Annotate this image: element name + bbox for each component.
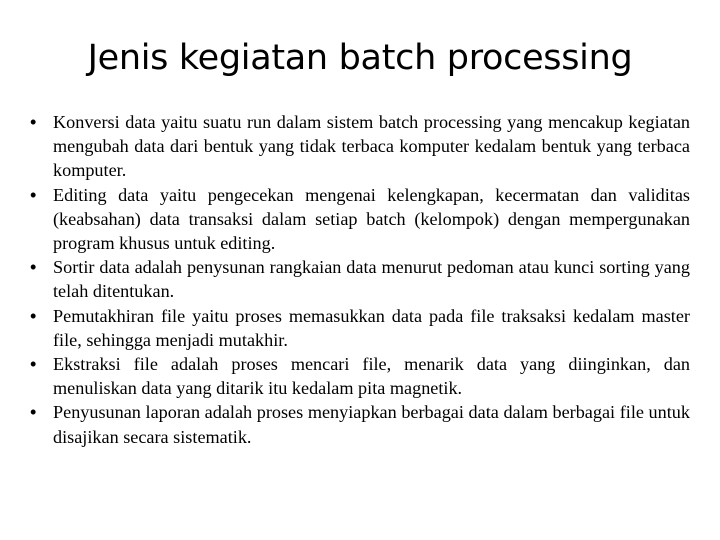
bullet-item-editing <box>30 183 690 256</box>
bullet-dot-icon: • <box>30 305 37 326</box>
bullet-item-ekstraksi <box>30 352 690 400</box>
bullet-text: Konversi data yaitu suatu run dalam sistem batch processing yang mencakup kegiatan mengubah data dari bentuk yang tidak terbaca komputer kedalam bentuk yang terbaca komputer. <box>53 112 690 181</box>
bullet-dot-icon: • <box>30 354 37 375</box>
bullet-text: Pemutakhiran file yaitu proses memasukkan data pada file traksaksi kedalam master file, sehingga menjadi mutakhir. <box>53 305 690 350</box>
bullet-item-pemutakhiran <box>30 304 690 352</box>
bullet-dot-icon: • <box>30 184 37 205</box>
bullet-item-sortir <box>30 255 690 303</box>
bullet-text: Penyusunan laporan adalah proses menyiapkan berbagai data dalam berbagai file untuk disajikan secara sistematik. <box>53 402 690 447</box>
bullet-item-penyusunan <box>30 400 690 448</box>
slide-title: Jenis kegiatan batch processing <box>87 38 633 78</box>
bullet-text: Ekstraksi file adalah proses mencari file, menarik data yang diinginkan, dan menuliskan data yang ditarik itu kedalam pita magnetik. <box>53 354 690 399</box>
bullet-list <box>30 110 690 449</box>
bullet-dot-icon: • <box>30 257 37 278</box>
bullet-dot-icon: • <box>30 112 37 132</box>
bullet-dot-icon: • <box>30 402 37 423</box>
bullet-text: Editing data yaitu pengecekan mengenai kelengkapan, kecermatan dan validitas (keabsahan) data transaksi dalam setiap batch (kelompok) dengan mempergunakan program khusus untuk editing. <box>53 184 690 254</box>
bullet-text: Sortir data adalah penysunan rangkaian data menurut pedoman atau kunci sorting yang telah ditentukan. <box>53 257 690 302</box>
bullet-item-konversi <box>30 110 690 183</box>
